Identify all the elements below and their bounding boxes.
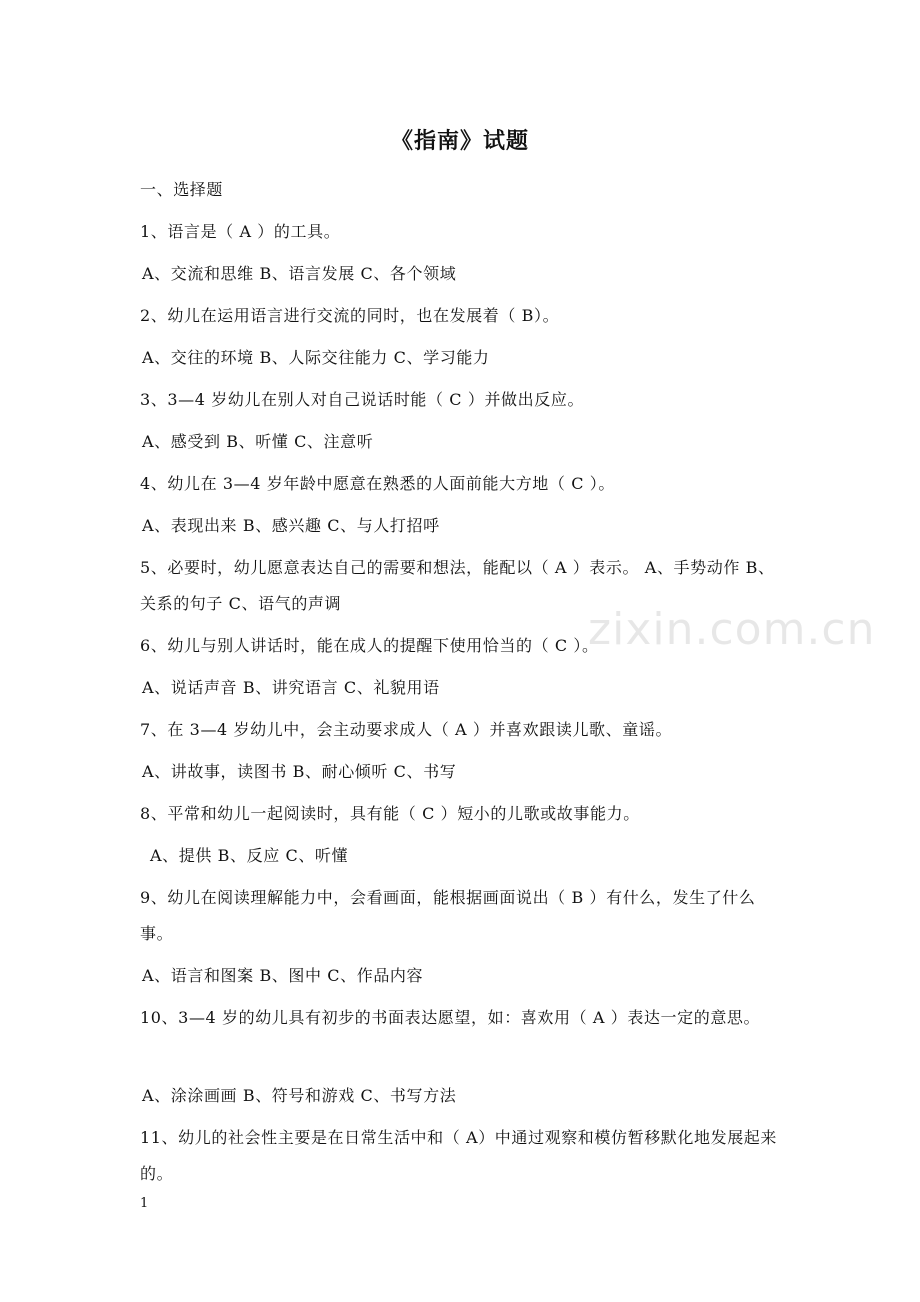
options-8: A、提供 B、反应 C、听懂 [150,846,349,865]
question-3: 3、3—4 岁幼儿在别人对自己说话时能（ C ）并做出反应。 [140,390,585,409]
question-9: 9、幼儿在阅读理解能力中，会看画面，能根据画面说出（ B ）有什么，发生了什么事。 [140,888,756,943]
options-1: A、交流和思维 B、语言发展 C、各个领域 [142,264,457,283]
question-2: 2、幼儿在运用语言进行交流的同时，也在发展着（ B）。 [140,306,560,325]
question-5: 5、必要时，幼儿愿意表达自己的需要和想法，能配以（ A ）表示。 A、手势动作 B、关系的句子 C、语气的声调 [140,558,775,613]
section-heading: 一、选择题 [140,180,224,199]
options-7: A、讲故事，读图书 B、耐心倾听 C、书写 [142,762,457,781]
question-4: 4、幼儿在 3—4 岁年龄中愿意在熟悉的人面前能大方地（ C ）。 [140,474,615,493]
question-7: 7、在 3—4 岁幼儿中，会主动要求成人（ A ）并喜欢跟读儿歌、童谣。 [140,720,673,739]
document-title: 《指南》试题 [390,129,529,154]
question-11: 11、幼儿的社会性主要是在日常生活中和（ A）中通过观察和模仿暂移默化地发展起来的。 [140,1128,778,1183]
options-4: A、表现出来 B、感兴趣 C、与人打招呼 [142,516,440,535]
question-10: 10、3—4 岁的幼儿具有初步的书面表达愿望，如：喜欢用（ A ）表达一定的意思。 [140,1008,761,1027]
options-10: A、涂涂画画 B、符号和游戏 C、书写方法 [142,1086,457,1105]
question-6: 6、幼儿与别人讲话时，能在成人的提醒下使用恰当的（ C ）。 [140,636,599,655]
options-9: A、语言和图案 B、图中 C、作品内容 [142,966,424,985]
page-number: 1 [140,1196,149,1211]
question-1: 1、语言是（ A ）的工具。 [140,222,341,241]
options-2: A、交往的环境 B、人际交往能力 C、学习能力 [142,348,490,367]
question-8: 8、平常和幼儿一起阅读时，具有能（ C ）短小的儿歌或故事能力。 [140,804,640,823]
watermark: zixin.com.cn [588,604,876,655]
options-3: A、感受到 B、听懂 C、注意听 [142,432,374,451]
options-6: A、说话声音 B、讲究语言 C、礼貌用语 [142,678,440,697]
